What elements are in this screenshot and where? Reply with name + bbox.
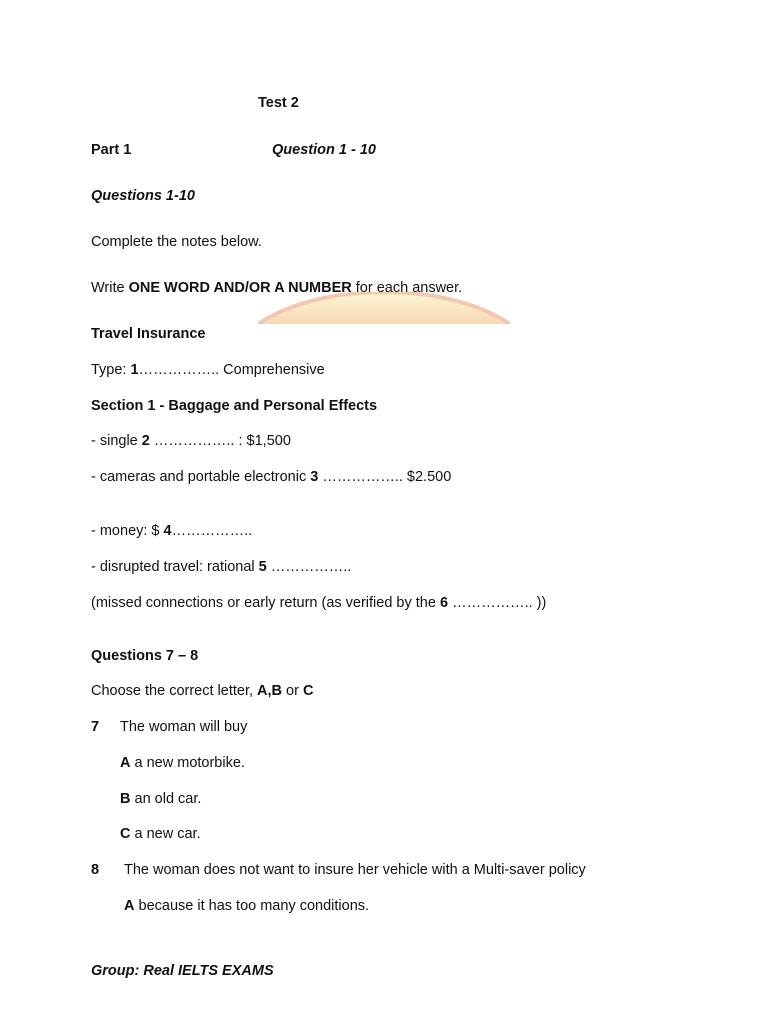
option-letter: C	[120, 826, 131, 842]
questions-7-8-heading: Questions 7 – 8	[91, 648, 199, 664]
note-type-prefix: Type:	[91, 362, 131, 378]
question-8-option-a	[124, 897, 369, 915]
note-item-money-number: 4	[163, 523, 172, 539]
note-item-disrupted-suffix: ……………..	[266, 559, 352, 575]
question-7-option-b	[120, 790, 201, 808]
notes-title: Travel Insurance	[91, 326, 206, 342]
question-8-number: 8	[91, 862, 100, 878]
instruction-suffix: for each answer.	[351, 280, 463, 296]
note-item-missed-suffix: …………….. ))	[448, 595, 547, 611]
option-letter: A	[120, 755, 131, 771]
question-7-text: The woman will buy	[120, 719, 248, 735]
question-range: Question 1 - 10	[272, 142, 376, 158]
note-item-disrupted-prefix: - disrupted travel: rational	[91, 559, 259, 575]
option-letter: B	[120, 791, 131, 807]
part-label: Part 1	[91, 142, 132, 158]
option-text: a new motorbike.	[130, 755, 245, 771]
instruction-line-1: Complete the notes below.	[91, 234, 262, 250]
choose-instruction-letters: A,B	[257, 683, 283, 699]
question-7-option-c	[120, 825, 201, 843]
note-item-money-prefix: - money: $	[91, 523, 164, 539]
instruction-prefix: Write	[91, 280, 129, 296]
choose-instruction-prefix: Choose the correct letter,	[91, 683, 258, 699]
note-item-missed-number: 6	[439, 595, 449, 611]
note-type	[91, 361, 325, 379]
option-letter: A	[124, 898, 135, 914]
page-title: Test 2	[258, 95, 299, 111]
note-item-missed-prefix: (missed connections or early return (as verified by the	[91, 595, 440, 611]
section-heading: Questions 1-10	[91, 188, 195, 204]
option-text: a new car.	[130, 826, 201, 842]
note-item-money-suffix: ……………..	[171, 523, 253, 539]
note-item-cameras-prefix: - cameras and portable electronic	[91, 469, 311, 485]
choose-instruction-mid: or	[282, 683, 303, 699]
note-type-suffix: …………….. Comprehensive	[138, 362, 325, 378]
note-item-single	[91, 432, 291, 450]
notes-section-1: Section 1 - Baggage and Personal Effects	[91, 398, 378, 414]
choose-instruction-letter-c: C	[302, 683, 314, 699]
instruction-line-2	[91, 279, 462, 297]
note-item-single-prefix: - single	[91, 433, 142, 449]
question-7-number: 7	[91, 719, 100, 735]
option-text: because it has too many conditions.	[134, 898, 370, 914]
question-7-option-a	[120, 754, 245, 772]
instruction-emphasis: ONE WORD AND/OR A NUMBER	[128, 280, 352, 296]
note-item-cameras-suffix: …………….. $2.500	[318, 469, 452, 485]
note-item-cameras-number: 3	[310, 469, 319, 485]
question-8-text: The woman does not want to insure her vehicle with a Multi-saver policy	[124, 862, 586, 878]
note-item-cameras	[91, 468, 451, 486]
note-item-disrupted	[91, 558, 351, 576]
questions-7-8-instruction	[91, 682, 313, 700]
note-item-missed	[91, 594, 546, 612]
note-item-money	[91, 522, 252, 540]
note-type-number: 1	[130, 362, 139, 378]
note-item-single-suffix: …………….. : $1,500	[149, 433, 291, 449]
option-text: an old car.	[130, 791, 202, 807]
note-item-disrupted-number: 5	[258, 559, 267, 575]
footer-group-label: Group: Real IELTS EXAMS	[91, 963, 274, 979]
note-item-single-number: 2	[141, 433, 150, 449]
